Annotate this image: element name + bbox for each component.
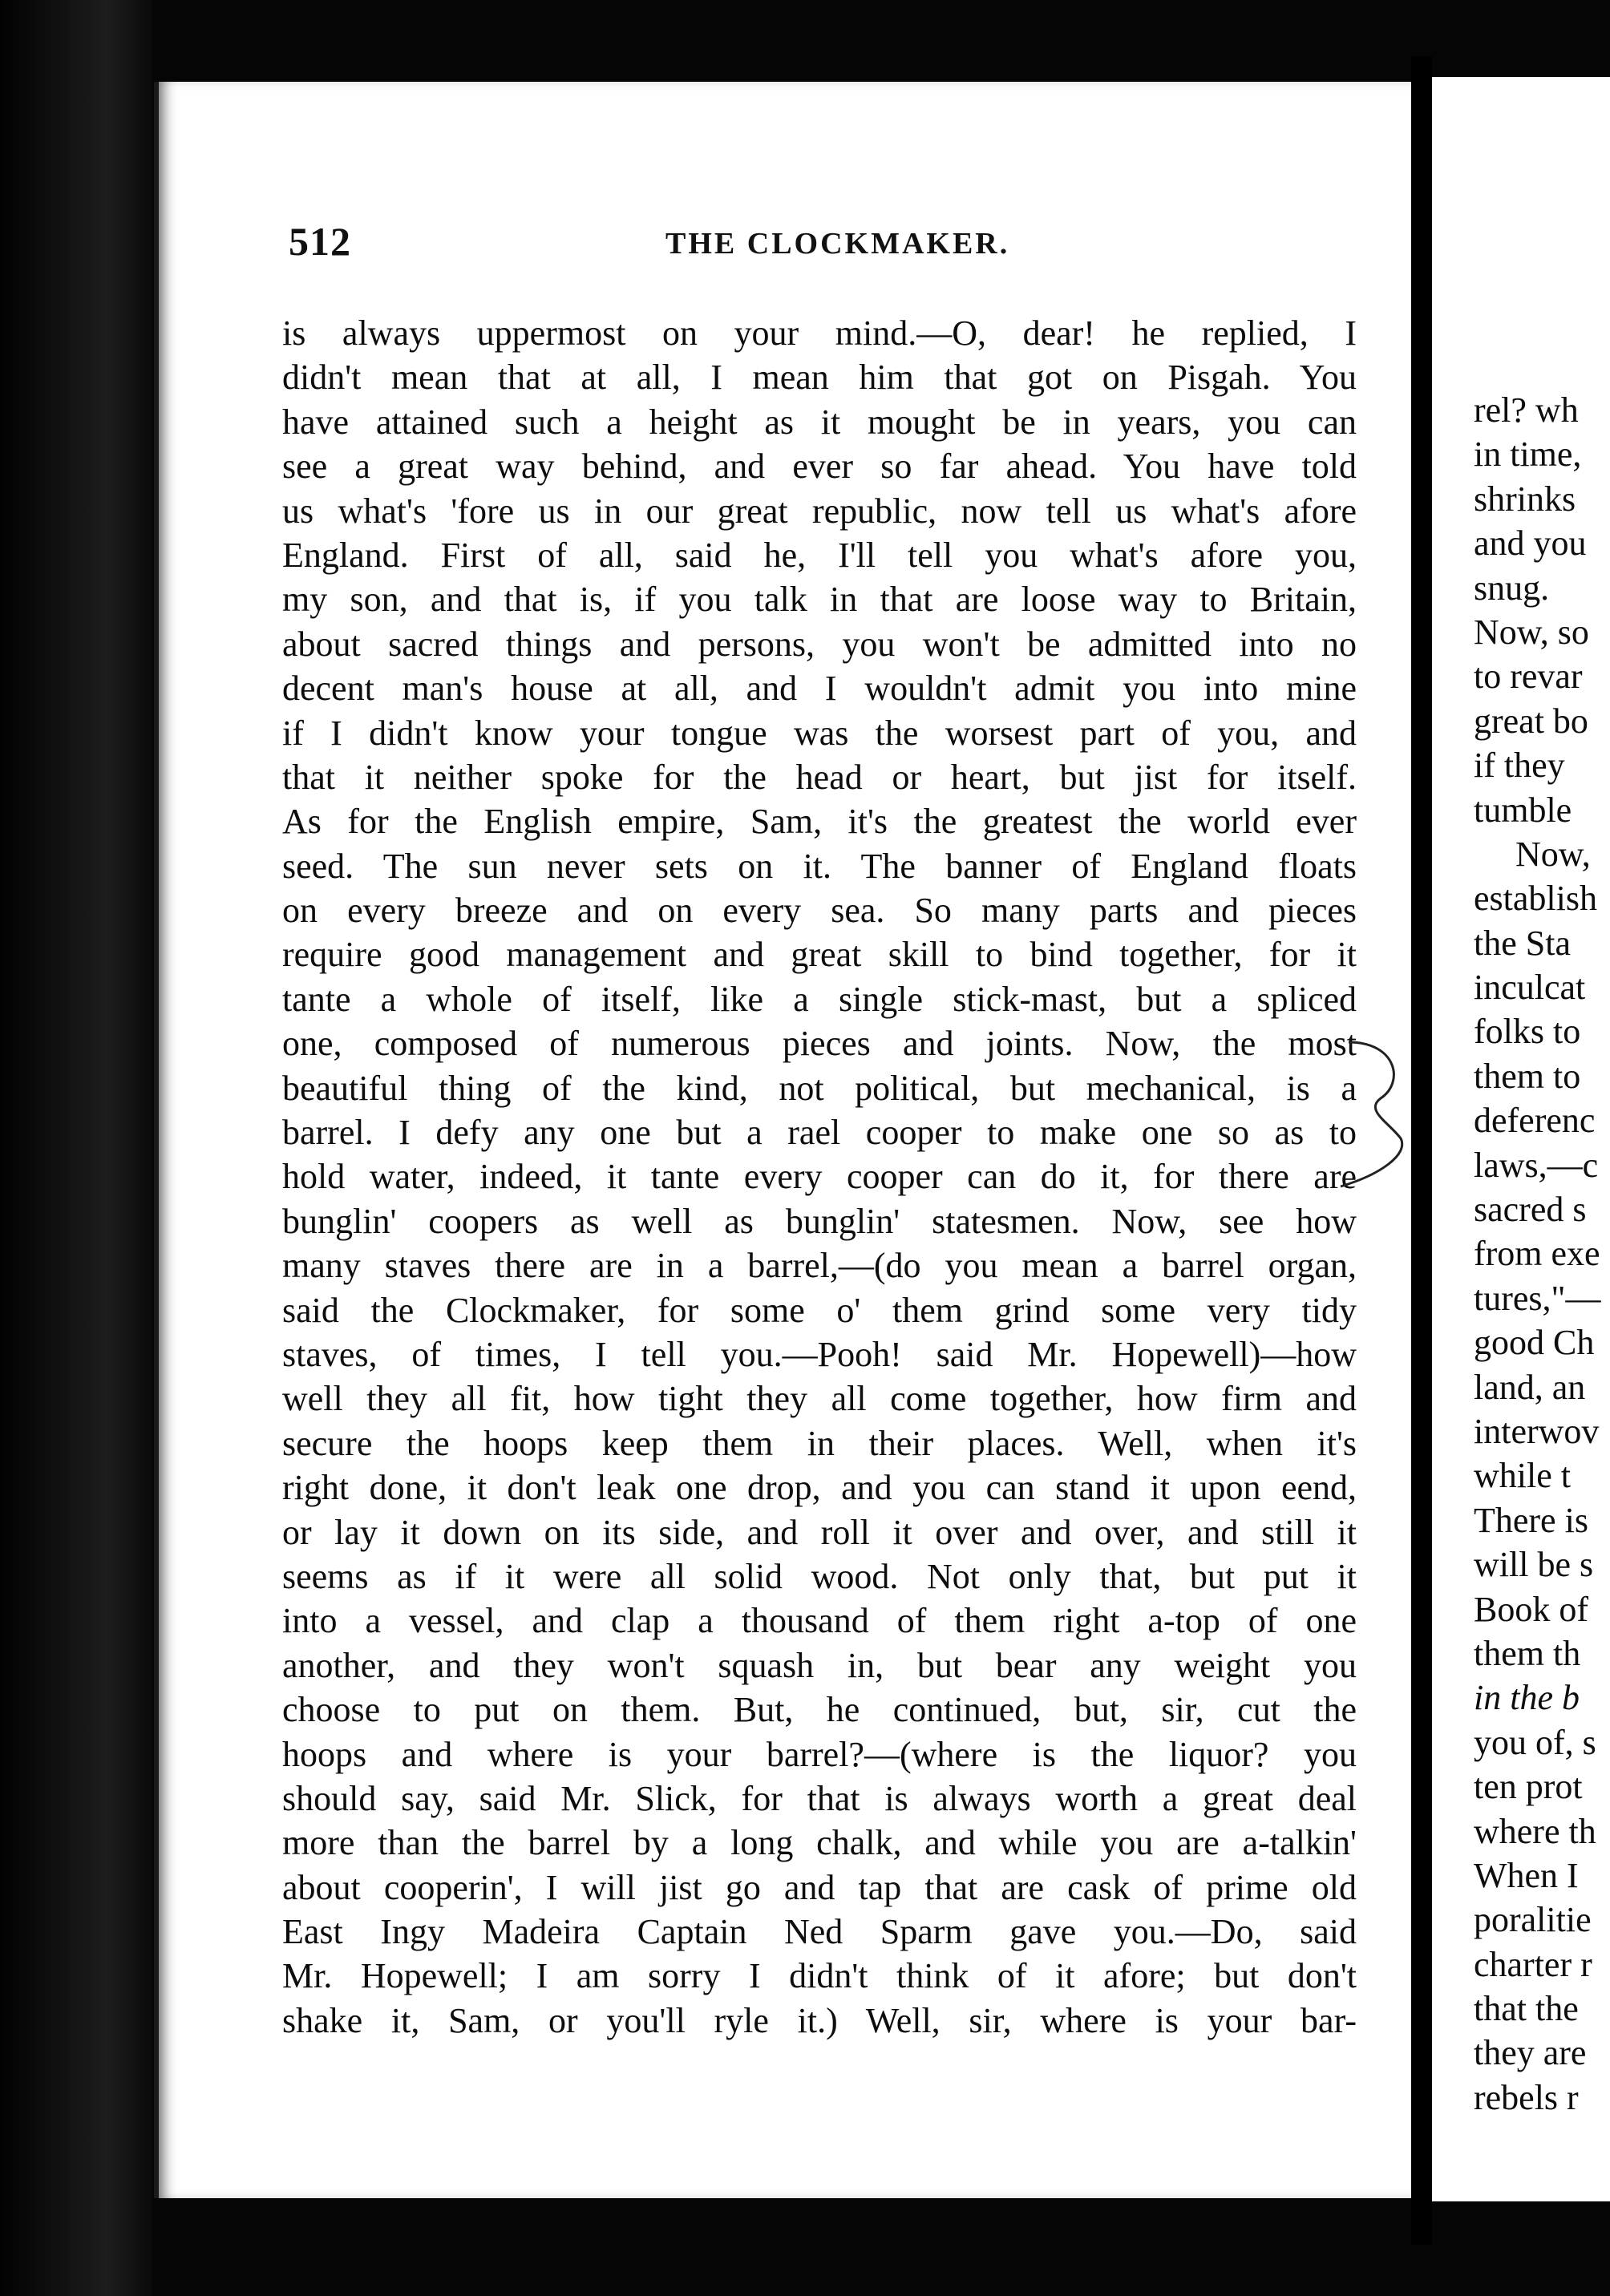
- right-text-line: you of, s: [1474, 1722, 1596, 1762]
- text-line: seems as if it were all solid wood. Not only that, but put it: [282, 1556, 1357, 1596]
- text-line: about sacred things and persons, you won't be admitted into no: [282, 624, 1357, 664]
- right-text-line: in the b: [1474, 1678, 1580, 1718]
- text-line: or lay it down on its side, and roll it over and over, and still it: [282, 1512, 1357, 1552]
- main-text-block: [282, 311, 1357, 2043]
- text-line: require good management and great skill to bind together, for it: [282, 935, 1357, 975]
- handwritten-bracket-mark: [1333, 1034, 1421, 1194]
- right-text-line: Now,: [1515, 834, 1591, 874]
- right-text-line: interwov: [1474, 1411, 1600, 1451]
- right-text-line: poralitie: [1474, 1900, 1592, 1940]
- right-text-line: folks to: [1474, 1012, 1581, 1052]
- text-line: have attained such a height as it mought be in years, you can: [282, 402, 1357, 442]
- right-text-line: them to: [1474, 1056, 1581, 1096]
- text-line: East Ingy Madeira Captain Ned Sparm gave you.—Do, said: [282, 1912, 1357, 1952]
- right-text-line: will be s: [1474, 1545, 1594, 1585]
- text-line: us what's 'fore us in our great republic, now tell us what's afore: [282, 491, 1357, 531]
- text-line: one, composed of numerous pieces and joints. Now, the most: [282, 1024, 1357, 1064]
- right-text-line: where th: [1474, 1811, 1596, 1851]
- text-line: hold water, indeed, it tante every cooper can do it, for there are: [282, 1157, 1357, 1197]
- right-text-line: Now, so: [1474, 612, 1589, 652]
- text-line: England. First of all, said he, I'll tell you what's afore you,: [282, 535, 1357, 575]
- right-text-line: When I: [1474, 1855, 1579, 1895]
- text-line: bunglin' coopers as well as bunglin' statesmen. Now, see how: [282, 1201, 1357, 1241]
- right-text-line: good Ch: [1474, 1323, 1595, 1363]
- right-text-line: from exe: [1474, 1234, 1600, 1274]
- right-text-line: rel? wh: [1474, 390, 1579, 430]
- right-text-line: and you: [1474, 523, 1587, 564]
- text-line: decent man's house at all, and I wouldn't admit you into mine: [282, 669, 1357, 709]
- running-title: THE CLOCKMAKER.: [665, 227, 1010, 261]
- right-text-line: the Sta: [1474, 923, 1571, 963]
- text-line: many staves there are in a barrel,—(do you mean a barrel organ,: [282, 1246, 1357, 1286]
- text-line: should say, said Mr. Slick, for that is always worth a great deal: [282, 1778, 1357, 1818]
- text-line: that it neither spoke for the head or heart, but jist for itself.: [282, 757, 1357, 797]
- right-text-line: deferenc: [1474, 1101, 1596, 1141]
- right-text-line: snug.: [1474, 568, 1550, 608]
- right-text-line: Book of: [1474, 1589, 1588, 1629]
- text-line: see a great way behind, and ever so far ahead. You have told: [282, 447, 1357, 487]
- right-text-line: tures,"—: [1474, 1278, 1601, 1318]
- right-text-line: if they: [1474, 746, 1565, 786]
- right-text-line: sacred s: [1474, 1190, 1587, 1230]
- text-line: my son, and that is, if you talk in that are loose way to Britain,: [282, 580, 1357, 620]
- text-line: more than the barrel by a long chalk, and while you are a-talkin': [282, 1823, 1357, 1863]
- text-line: choose to put on them. But, he continued, but, sir, cut the: [282, 1690, 1357, 1730]
- text-line: another, and they won't squash in, but bear any weight you: [282, 1645, 1357, 1685]
- text-line: barrel. I defy any one but a rael cooper to make one so as to: [282, 1113, 1357, 1153]
- text-line: didn't mean that at all, I mean him that got on Pisgah. You: [282, 358, 1357, 398]
- right-text-line: inculcat: [1474, 968, 1586, 1008]
- text-line: staves, of times, I tell you.—Pooh! said Mr. Hopewell)—how: [282, 1334, 1357, 1374]
- right-text-line: in time,: [1474, 435, 1582, 475]
- right-text-line: they are: [1474, 2033, 1587, 2073]
- text-line: about cooperin', I will jist go and tap that are cask of prime old: [282, 1867, 1357, 1907]
- right-page-text: [1474, 388, 1610, 2120]
- right-text-line: that the: [1474, 1989, 1579, 2029]
- right-text-line: laws,—c: [1474, 1145, 1599, 1185]
- right-page: [1432, 77, 1610, 2201]
- text-line: into a vessel, and clap a thousand of them right a-top of one: [282, 1601, 1357, 1641]
- text-line: if I didn't know your tongue was the worsest part of you, and: [282, 713, 1357, 753]
- right-text-line: shrinks: [1474, 479, 1576, 519]
- right-text-line: establish: [1474, 879, 1597, 919]
- text-line: secure the hoops keep them in their places. Well, when it's: [282, 1423, 1357, 1463]
- right-text-line: tumble: [1474, 790, 1572, 830]
- text-line: well they all fit, how tight they all come together, how firm and: [282, 1379, 1357, 1419]
- right-text-line: them th: [1474, 1633, 1581, 1673]
- text-line: said the Clockmaker, for some o' them grind some very tidy: [282, 1290, 1357, 1330]
- right-text-line: land, an: [1474, 1367, 1586, 1407]
- book-spine: [0, 0, 152, 2296]
- text-line: beautiful thing of the kind, not political, but mechanical, is a: [282, 1068, 1357, 1108]
- text-line: As for the English empire, Sam, it's the greatest the world ever: [282, 802, 1357, 842]
- page-header: [289, 218, 1379, 274]
- text-line: hoops and where is your barrel?—(where is the liquor? you: [282, 1734, 1357, 1774]
- text-line: is always uppermost on your mind.—O, dear! he replied, I: [282, 313, 1357, 353]
- text-line: shake it, Sam, or you'll ryle it.) Well, sir, where is your bar-: [282, 2000, 1357, 2040]
- text-line: tante a whole of itself, like a single stick-mast, but a spliced: [282, 979, 1357, 1019]
- text-line: seed. The sun never sets on it. The banner of England floats: [282, 846, 1357, 886]
- right-text-line: to revar: [1474, 657, 1583, 697]
- right-text-line: while t: [1474, 1456, 1571, 1496]
- right-text-line: charter r: [1474, 1944, 1592, 1984]
- right-text-line: rebels r: [1474, 2077, 1579, 2117]
- text-line: Mr. Hopewell; I am sorry I didn't think of it afore; but don't: [282, 1956, 1357, 1996]
- page-number: 512: [289, 219, 351, 264]
- text-line: on every breeze and on every sea. So many parts and pieces: [282, 891, 1357, 931]
- right-text-line: ten prot: [1474, 1767, 1583, 1807]
- text-line: right done, it don't leak one drop, and you can stand it upon eend,: [282, 1468, 1357, 1508]
- right-text-line: great bo: [1474, 701, 1588, 741]
- right-text-line: There is: [1474, 1500, 1588, 1540]
